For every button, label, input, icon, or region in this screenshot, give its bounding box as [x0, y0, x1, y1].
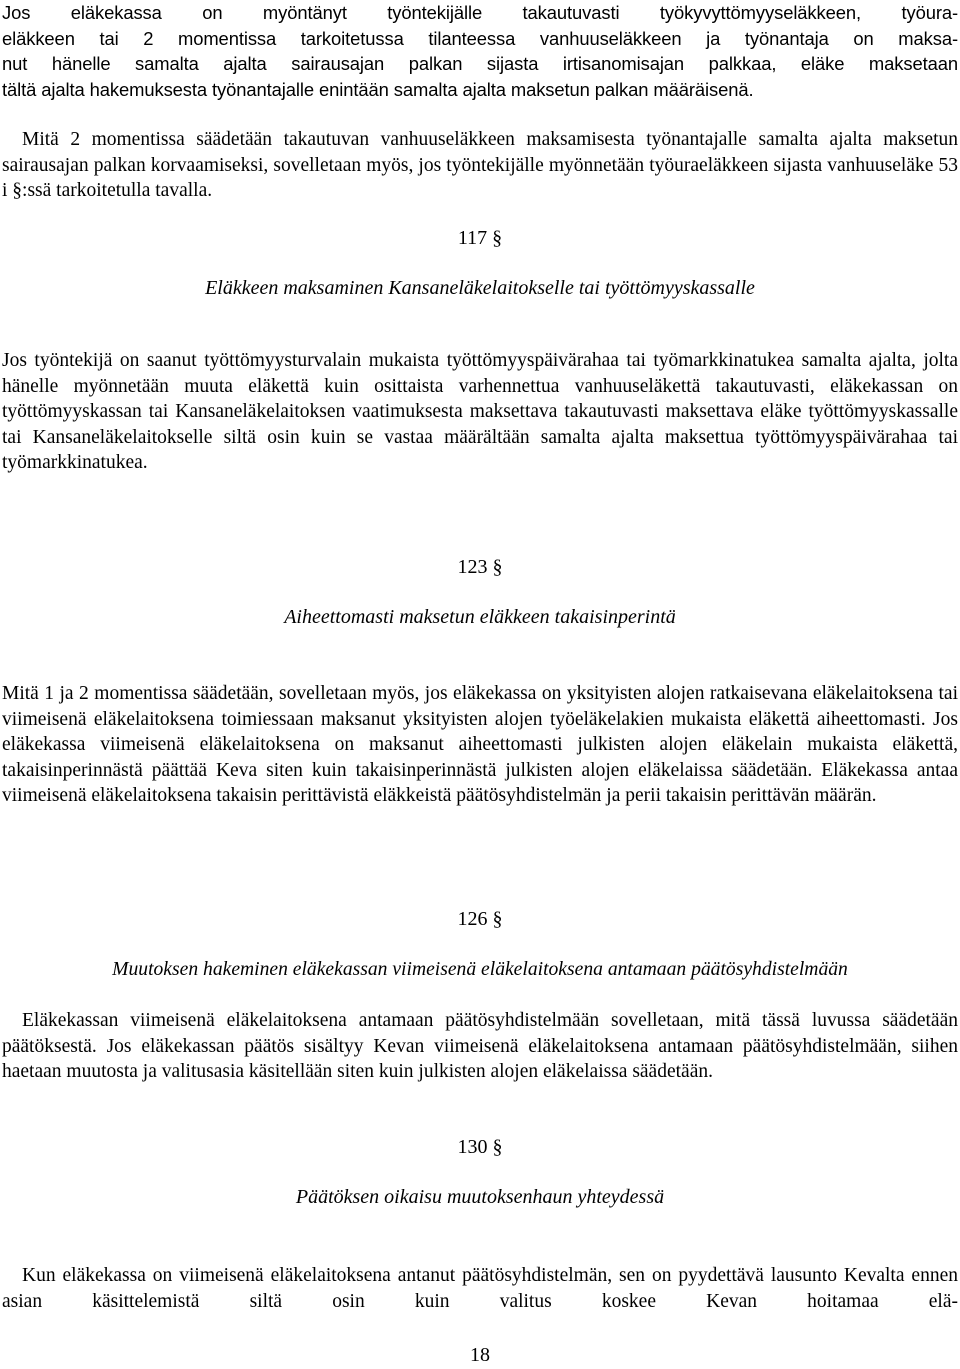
top-paragraph-line-2: eläkkeen tai 2 momentissa tarkoitetussa tilanteessa vanhuuseläkkeen ja työnantaja on maksa-: [2, 27, 958, 49]
section-text-123: [2, 681, 958, 809]
section-text-117: [2, 348, 958, 476]
paragraph-mita-2: [2, 127, 958, 204]
page-number: 18: [470, 1344, 490, 1366]
omission-dash: [722, 92, 958, 104]
section-title-123: Aiheettomasti maksetun eläkkeen takaisinperintä: [284, 606, 676, 628]
section-number-117: 117 §: [457, 227, 503, 249]
section-title-126: Muutoksen hakeminen eläkekassan viimeisenä eläkelaitoksena antamaan päätösyhdistelmään: [112, 959, 848, 980]
omission-dashes: [2, 864, 958, 876]
top-paragraph-line-4: tältä ajalta hakemuksesta työnantajalle enintään samalta ajalta maksetun palkan määräisenä.: [2, 78, 754, 100]
section-paragraph: Kun eläkekassa on viimeisenä eläkelaitoksena antanut päätösyhdistelmän, sen on pyydettävä lausunto Kevalta ennen asian käsittelemistä siltä osin kuin valitus koskee Kevan hoitamaa elä-: [2, 1265, 958, 1312]
section-paragraph: Eläkekassan viimeisenä eläkelaitoksena antamaan päätösyhdistelmään sovelletaan, mitä tässä luvussa säädetään päätöksestä. Jos eläkekassan päätös sisältyy Kevan viimeisenä eläkelaitoksena antamaan päätösyhdistelmään, siihen haetaan muutosta ja valitusasia käsitellään siten kuin julkisten alojen eläkelaissa säädetään.: [2, 1010, 958, 1083]
omission-dashes: [2, 657, 958, 669]
section-text-130: [2, 1263, 958, 1314]
top-paragraph: [2, 0, 958, 102]
section-paragraph: Jos työntekijä on saanut työttömyysturvalain mukaista työttömyyspäivärahaa tai työmarkkinatukea samalta ajalta, jolta hänelle myönnetään muuta eläkettä kuin osittaista varhennettua vanhuuseläkettä takautuvasti, eläkekassan on työttömyyskassan tai Kansaneläkelaitoksen vaatimuksesta maksettava takautuvasti maksettava eläke työttömyyskassalle tai Kansaneläkelaitokselle siltä osin kuin se vastaa määrältään samalta ajalta maksettua työttömyyspäivärahaa tai työmarkkinatukea.: [2, 350, 958, 474]
top-paragraph-line-3: nut hänelle samalta ajalta sairausajan palkan sijasta irtisanomisajan palkkaa, eläke maksetaan: [2, 53, 958, 75]
omission-dashes: [2, 1240, 958, 1252]
omission-dashes: [2, 514, 958, 526]
section-title-130: Päätöksen oikaisu muutoksenhaun yhteydessä: [295, 1186, 665, 1208]
omission-dashes: [2, 326, 958, 338]
section-text-126: [2, 1008, 958, 1085]
section-number-126: 126 §: [457, 908, 503, 930]
section-number-123: 123 §: [457, 556, 503, 578]
top-paragraph-line-1: Jos eläkekassa on myöntänyt työntekijälle takautuvasti työkyvyttömyyseläkkeen, työura-: [2, 2, 958, 23]
section-number-130: 130 §: [457, 1136, 503, 1158]
section-paragraph: Mitä 1 ja 2 momentissa säädetään, sovelletaan myös, jos eläkekassa on yksityisten alojen ratkaisevana eläkelaitoksena tai viimeisenä eläkelaitoksena toimiessaan maksanut yksityisten alojen työeläkelakien mukaista eläkettä aiheettomasti. Jos eläkekassa viimeisenä eläkelaitoksena on maksanut aiheettomasti julkisten alojen eläkelain mukaista eläkettä, takaisinperinnästä päättää Keva siten kuin takaisinperinnästä julkisten alojen eläkelaissa säädetään. Eläkekassa antaa viimeisenä eläkelaitoksena takaisin perittävistä eläkkeistä päätösyhdistelmän ja perii takaisin perittävän määrän.: [2, 683, 958, 807]
section-title-117: Eläkkeen maksaminen Kansaneläkelaitokselle tai työttömyyskassalle: [205, 277, 755, 299]
paragraph-text: Mitä 2 momentissa säädetään takautuvan vanhuuseläkkeen maksamisesta työnantajalle samalta ajalta maksetun sairausajan palkan korvaamiseksi, sovelletaan myös, jos työntekijälle myönnetään työuraeläkkeen sijasta vanhuuseläke 53 i §:ssä tarkoitetulla tavalla.: [2, 129, 958, 202]
